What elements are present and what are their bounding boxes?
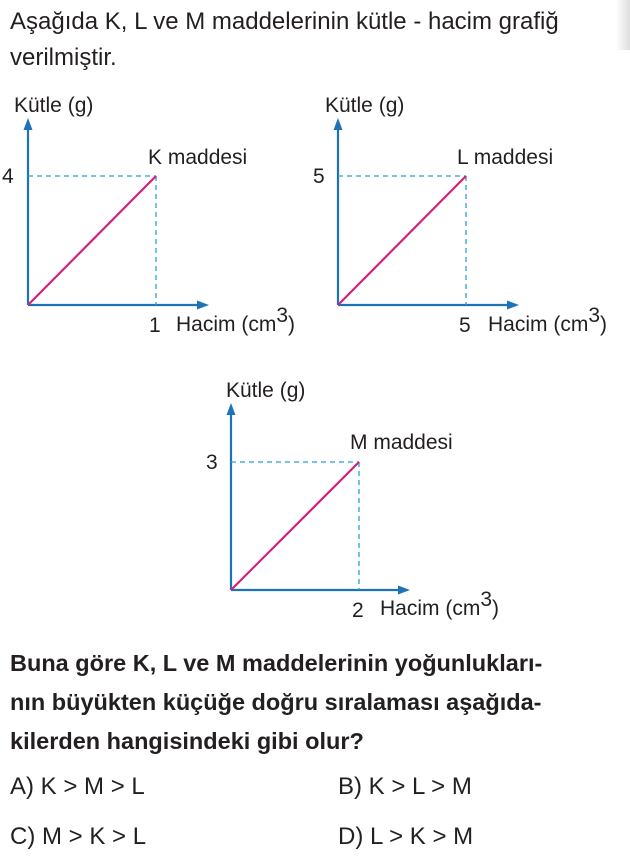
x-axis-arrow [398, 586, 410, 595]
y-tick-label: 5 [313, 165, 325, 188]
series-label: L maddesi [457, 146, 554, 169]
x-tick-label: 5 [459, 314, 471, 337]
question-text [10, 644, 620, 761]
series-label: M maddesi [350, 431, 453, 454]
option-b[interactable]: B) K > L > M [338, 773, 472, 800]
intro-line-2: verilmiştir. [10, 44, 117, 71]
x-tick-label: 2 [352, 599, 364, 622]
y-axis-label: Kütle (g) [14, 94, 94, 117]
y-tick-label: 4 [2, 165, 14, 188]
intro-line-1: Aşağıda K, L ve M maddelerinin kütle - hacim grafiğ [10, 8, 559, 35]
question-line-3: kilerden hangisindeki gibi olur? [10, 728, 364, 754]
series-line [231, 462, 359, 590]
x-tick-label: 1 [149, 314, 161, 337]
option-a[interactable]: A) K > M > L [10, 773, 145, 800]
question-line-1: Buna göre K, L ve M maddelerinin yoğunlukları- [10, 650, 543, 676]
series-label: K maddesi [148, 146, 248, 169]
x-axis-label: Hacim (cm3) [488, 304, 608, 336]
option-d[interactable]: D) L > K > M [338, 823, 474, 850]
y-axis-label: Kütle (g) [325, 94, 405, 117]
y-tick-label: 3 [206, 451, 218, 474]
x-axis-label: Hacim (cm3) [176, 304, 296, 336]
y-axis-arrow [227, 403, 236, 415]
question-line-2: nın büyükten küçüğe doğru sıralaması aşağıda- [10, 689, 542, 715]
x-axis-label: Hacim (cm3) [380, 588, 500, 620]
option-c[interactable]: C) M > K > L [10, 823, 147, 850]
y-axis-label: Kütle (g) [226, 379, 306, 402]
